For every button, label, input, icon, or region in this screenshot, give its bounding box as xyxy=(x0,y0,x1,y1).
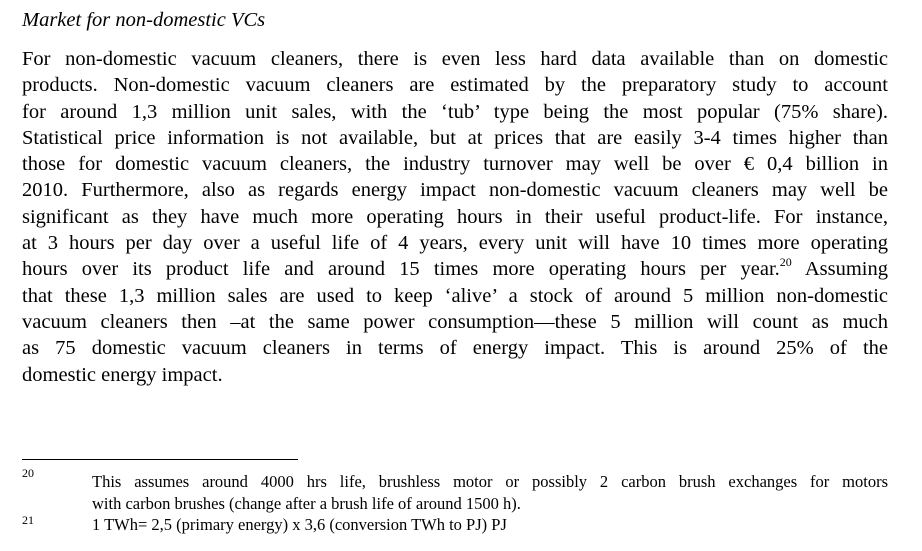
footnote-number: 21 xyxy=(22,513,34,527)
footnote-text xyxy=(92,514,888,536)
footnote-reference[interactable]: 20 xyxy=(779,255,792,270)
paragraph-line: at 3 hours per day over a useful life of 4 years, every unit will have 10 times more operating xyxy=(22,232,888,255)
paragraph-line: vacuum cleaners then –at the same power consumption—these 5 million will count as much xyxy=(22,310,888,333)
paragraph-line: significant as they have much more operating hours in their useful product-life. For instance, xyxy=(22,205,888,228)
section-heading: Market for non-domestic VCs xyxy=(22,9,266,31)
paragraph-line: those for domestic vacuum cleaners, the industry turnover may well be over € 0,4 billion in xyxy=(22,153,888,176)
paragraph-line: that these 1,3 million sales are used to keep ‘alive’ a stock of around 5 million non-domestic xyxy=(22,284,888,307)
paragraph-line xyxy=(22,256,888,282)
footnote-line: with carbon brushes (change after a brush life of around 1500 h). xyxy=(92,493,521,513)
body-paragraph xyxy=(22,46,888,388)
paragraph-line-text: hours over its product life and around 15 times more operating hours per year. xyxy=(22,258,780,281)
paragraph-line: as 75 domestic vacuum cleaners in terms of energy impact. This is around 25% of the xyxy=(22,337,888,360)
paragraph-line: Statistical price information is not available, but at prices that are easily 3-4 times higher than xyxy=(22,126,888,149)
paragraph-line: for around 1,3 million unit sales, with the ‘tub’ type being the most popular (75% share). xyxy=(22,100,888,123)
footnote-text xyxy=(92,471,888,514)
paragraph-line: 2010. Furthermore, also as regards energy impact non-domestic vacuum cleaners may well be xyxy=(22,179,888,202)
paragraph-line: domestic energy impact. xyxy=(22,363,223,386)
paragraph-line: products. Non-domestic vacuum cleaners are estimated by the preparatory study to account xyxy=(22,74,888,97)
paragraph-line-text: Assuming xyxy=(804,258,888,281)
footnote-number: 20 xyxy=(22,466,34,480)
footnote-line: This assumes around 4000 hrs life, brushless motor or possibly 2 carbon brush exchanges for motors xyxy=(92,472,888,491)
paragraph-line: For non-domestic vacuum cleaners, there is even less hard data available than on domestic xyxy=(22,48,888,70)
footnote-line: 1 TWh= 2,5 (primary energy) x 3,6 (conversion TWh to PJ) PJ xyxy=(92,515,507,534)
footnote-separator xyxy=(22,459,298,460)
